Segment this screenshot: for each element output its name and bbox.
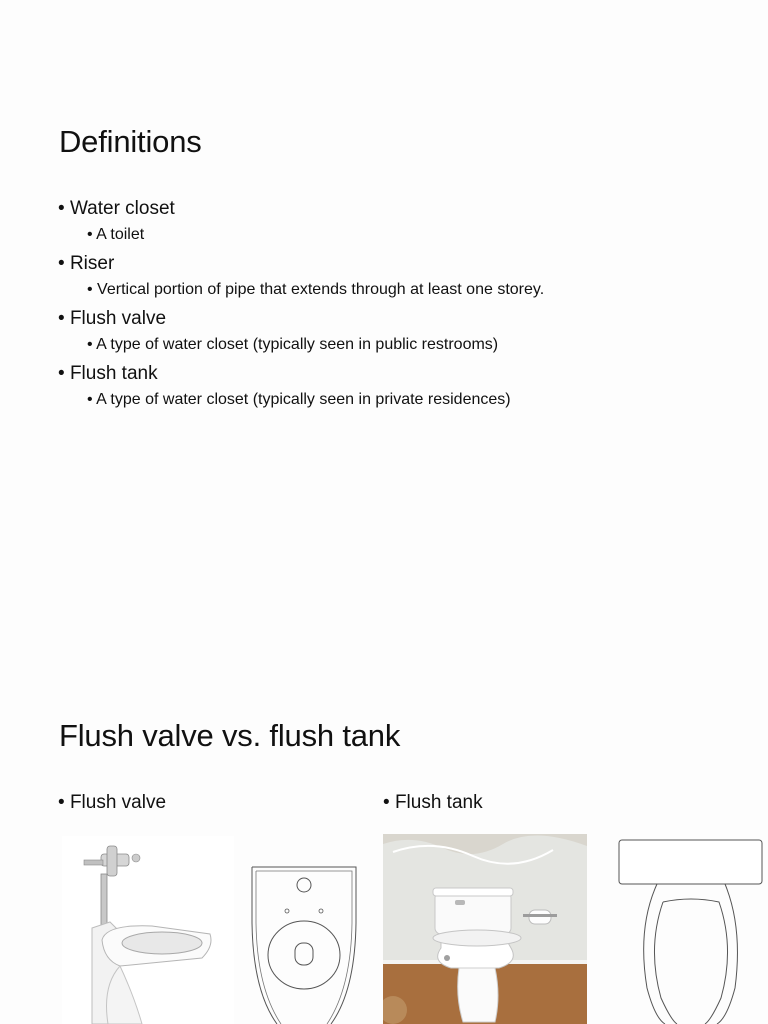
sub-item (58, 224, 718, 246)
flush-valve-plan-drawing (245, 863, 363, 1024)
flush-valve-bullet: • Flush valve (58, 792, 166, 814)
sub-item (58, 334, 718, 356)
term: • Flush tank (58, 363, 158, 384)
definition: • A type of water closet (typically seen in private residences) (87, 391, 511, 408)
definition: • A toilet (87, 226, 144, 243)
sub-item (58, 279, 718, 301)
list-item (58, 252, 718, 301)
term: • Water closet (58, 198, 175, 219)
comparison-slide (0, 660, 768, 1024)
flush-valve-toilet-photo (62, 836, 234, 1024)
list-item (58, 362, 718, 411)
flush-tank-plan-drawing (615, 838, 765, 1024)
flush-tank-bullet: • Flush tank (383, 792, 483, 814)
slide-title: Definitions (59, 124, 202, 159)
list-item (58, 197, 718, 246)
definition: • A type of water closet (typically seen in public restrooms) (87, 336, 498, 353)
flush-tank-toilet-photo (383, 834, 587, 1024)
list-item (58, 307, 718, 356)
slide-title: Flush valve vs. flush tank (59, 718, 401, 753)
definition: • Vertical portion of pipe that extends through at least one storey. (87, 281, 544, 298)
definition-list (58, 197, 718, 411)
sub-item (58, 389, 718, 411)
term: • Flush valve (58, 308, 166, 329)
term: • Riser (58, 253, 114, 274)
